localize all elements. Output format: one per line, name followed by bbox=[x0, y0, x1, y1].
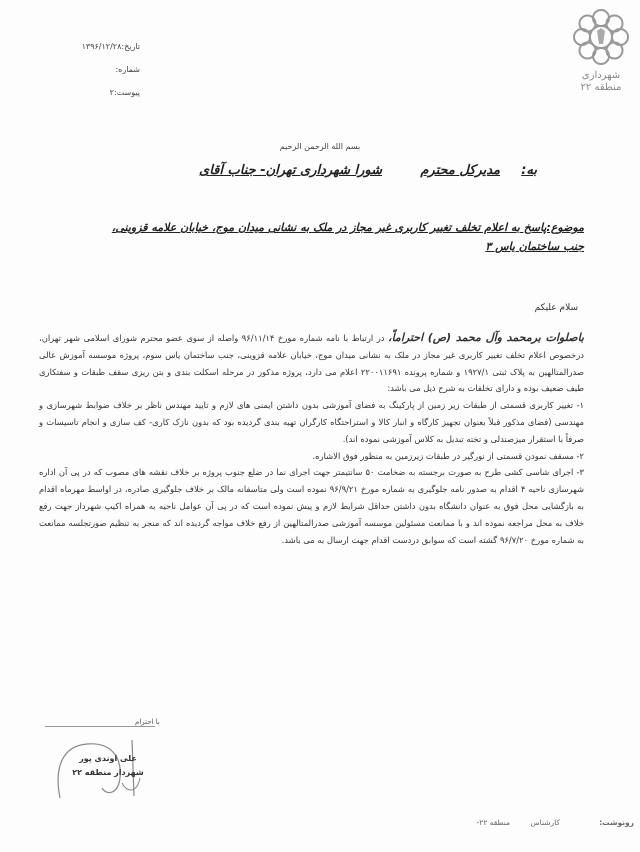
region-name: شهرداری منطقه ۲۲ bbox=[580, 70, 622, 93]
body-para-1: در ارتباط با نامه شماره مورخ ۹۶/۱۱/۱۴ واصله از سوی عضو محترم شورای اسلامی شهر تهران، درخصوص اعلام تخلف تغییر کاربری غیر مجاز در ملک به نشانی میدان موج، خیابان علامه قزوینی، جنب ساختمان یاس سوم، پروژه موسسه آموزش عالی صدرالمتالهین به پلاک ثبتی ۱۹۲۷/۱ و شماره پرونده ۲۲۰۰۱۱۶۹۱ اعلام می دارد، پروژه مذکور در مرحله اسکلت بندی و بتن ریزی سقف طبقات و سفتکاری طیف ضعیف بوده و دارای تخلفات به شرح ذیل می باشد: bbox=[39, 333, 585, 394]
tehran-star-emblem-icon bbox=[570, 6, 632, 68]
addressee-title: مدیرکل محترم bbox=[420, 163, 500, 178]
municipality-logo bbox=[570, 6, 632, 116]
signature-label: با احترام bbox=[135, 718, 160, 726]
attachment-field: پیوست:۲ bbox=[109, 88, 140, 97]
greeting: سلام علیکم bbox=[534, 303, 578, 313]
letter-body bbox=[39, 330, 584, 548]
violation-item-2: ۲- مسقف نمودن قسمتی از نورگیر در طبقات زیرزمین به منظور فوق الاشاره. bbox=[312, 450, 584, 461]
bismillah: بسم الله الرحمن الرحیم bbox=[279, 142, 361, 151]
date-field: تاریخ:۱۳۹۶/۱۲/۲۸ bbox=[81, 42, 140, 51]
number-field: شماره: bbox=[115, 65, 140, 74]
signatory bbox=[72, 752, 144, 780]
subject-line-1: موضوع:پاسخ به اعلام تخلف تغییر کاربری غیر مجاز در ملک به نشانی میدان موج، خیابان علامه قزوینی، bbox=[111, 221, 584, 234]
addressee-prefix: به: bbox=[521, 163, 537, 178]
cc-region: منطقه ۲۲- bbox=[476, 818, 510, 827]
body-intro bbox=[39, 330, 584, 397]
violation-item-3: ۳- اجرای شاسی کشی طرح به صورت برجسته به ضخامت ۵۰ سانتیمتر جهت اجرای نما در ضلع جنوب پروژه بر خلاف نقشه های مصوب که در پی آن اداره شهرسازی ناحیه ۴ اقدام به صدور نامه جلوگیری به شماره مورخ ۹۶/۹/۲۱ نموده است ولی متاسفانه مالک بر خلاف جلوگیری صادره، در اواسط مهرماه اقدام به بازگشایی محل فوق به عنوان دانشگاه بدون داشتن حداقل شرایط لازم و پیش نموده است که در پی آن عوامل ناحیه به همراه اکیپ شهرداز جهت رفع خلاف به محل مراجعه نموده اند و با ممانعت مسئولین موسسه آموزشی صدرالمتالهین از رفع خلاف مواجه گردیده اند که منجر به تنظیم صورتجلسه ممانعت به شماره مورخ ۹۶/۷/۲۰ گشته است که سوابق دردست اقدام جهت ارسال به می باشد. bbox=[39, 467, 584, 545]
subject bbox=[64, 218, 584, 256]
signatory-name: علی اوندی پور bbox=[79, 754, 137, 763]
letter-meta bbox=[60, 40, 140, 109]
addressee-council: شورا شهرداری تهران- جناب آقای bbox=[199, 163, 382, 178]
signatory-role: شهردار منطقه ۲۲ bbox=[72, 768, 144, 777]
signature-line bbox=[45, 726, 155, 727]
salawat: باصلوات برمحمد وآل محمد (ص) احتراماً، bbox=[388, 331, 584, 344]
violation-item-1: ۱- تغییر کاربری قسمتی از طبقات زیر زمین از پارکینگ به فضای آموزشی بدون داشتن ایمنی های لازم و تایید مهندس ناظر بر خلاف ضوابط شهرسازی و مهندسی (فضای مذکور قبلاً بعنوان تجهیز کارگاه و انبار کالا و استراحتگاه کارگران تهیه بندی گردیده بود که بدون نازک کاری- کف سازی و انجام تاسیسات و صرفاً با استقرار میزصندلی و تخته تبدیل به کلاس آموزشی نموده اند). bbox=[39, 400, 584, 444]
cc-department: کارشناس bbox=[530, 818, 560, 827]
subject-line-2: جنب ساختمان یاس ۳ bbox=[485, 240, 584, 253]
cc-label: رونوشت: bbox=[599, 818, 634, 827]
